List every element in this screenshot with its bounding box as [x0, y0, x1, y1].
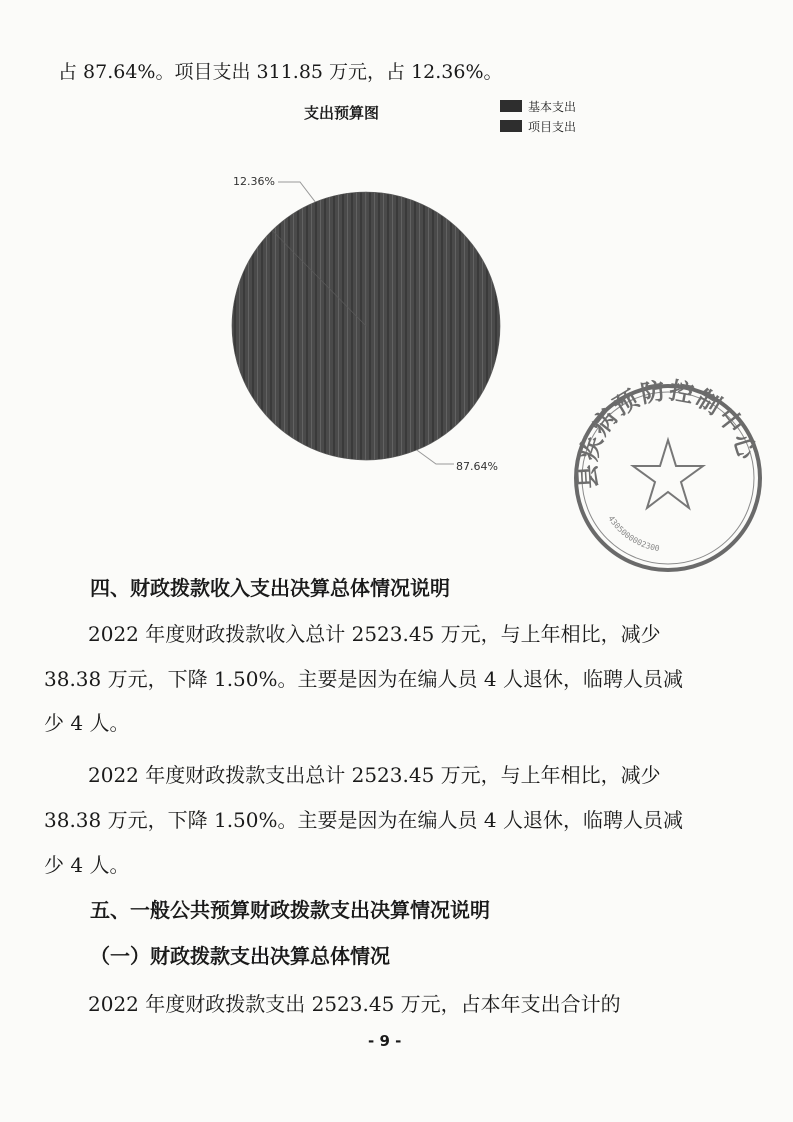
section5-heading: 五、一般公共预算财政拨款支出决算情况说明 [90, 898, 490, 922]
chart-title: 支出预算图 [304, 104, 380, 122]
leader-line-project [278, 182, 315, 202]
page-number: - 9 - [368, 1032, 402, 1050]
legend-label-project: 项目支出 [528, 119, 577, 134]
svg-text:4305000002300: 4305000002300 [606, 514, 661, 554]
section5-para1-line1: 2022 年度财政拨款支出 2523.45 万元，占本年支出合计的 [88, 992, 621, 1016]
section4-para2-line2: 38.38 万元，下降 1.50%。主要是因为在编人员 4 人退休，临聘人员减 [44, 808, 683, 832]
leader-line-basic [417, 450, 454, 464]
svg-text:县疾病预防控制中心: 县疾病预防控制中心 [573, 378, 762, 490]
section4-para1-line1: 2022 年度财政拨款收入总计 2523.45 万元，与上年相比，减少 [88, 622, 661, 646]
section4-para2-line1: 2022 年度财政拨款支出总计 2523.45 万元，与上年相比，减少 [88, 763, 661, 787]
legend-label-basic: 基本支出 [528, 99, 577, 114]
slice-label-project: 12.36% [233, 175, 275, 188]
official-seal [568, 378, 768, 578]
section4-para1-line2: 38.38 万元，下降 1.50%。主要是因为在编人员 4 人退休，临聘人员减 [44, 667, 683, 691]
section4-heading: 四、财政拨款收入支出决算总体情况说明 [90, 576, 450, 600]
slice-basic [232, 192, 500, 460]
continued-text-line: 占 87.64%。项目支出 311.85 万元，占 12.36%。 [58, 61, 503, 83]
section5-sub1-heading: （一）财政拨款支出决算总体情况 [90, 944, 390, 968]
section4-para1-line3: 少 4 人。 [44, 711, 130, 735]
slice-label-basic: 87.64% [456, 460, 498, 473]
section4-para2-line3: 少 4 人。 [44, 853, 130, 877]
